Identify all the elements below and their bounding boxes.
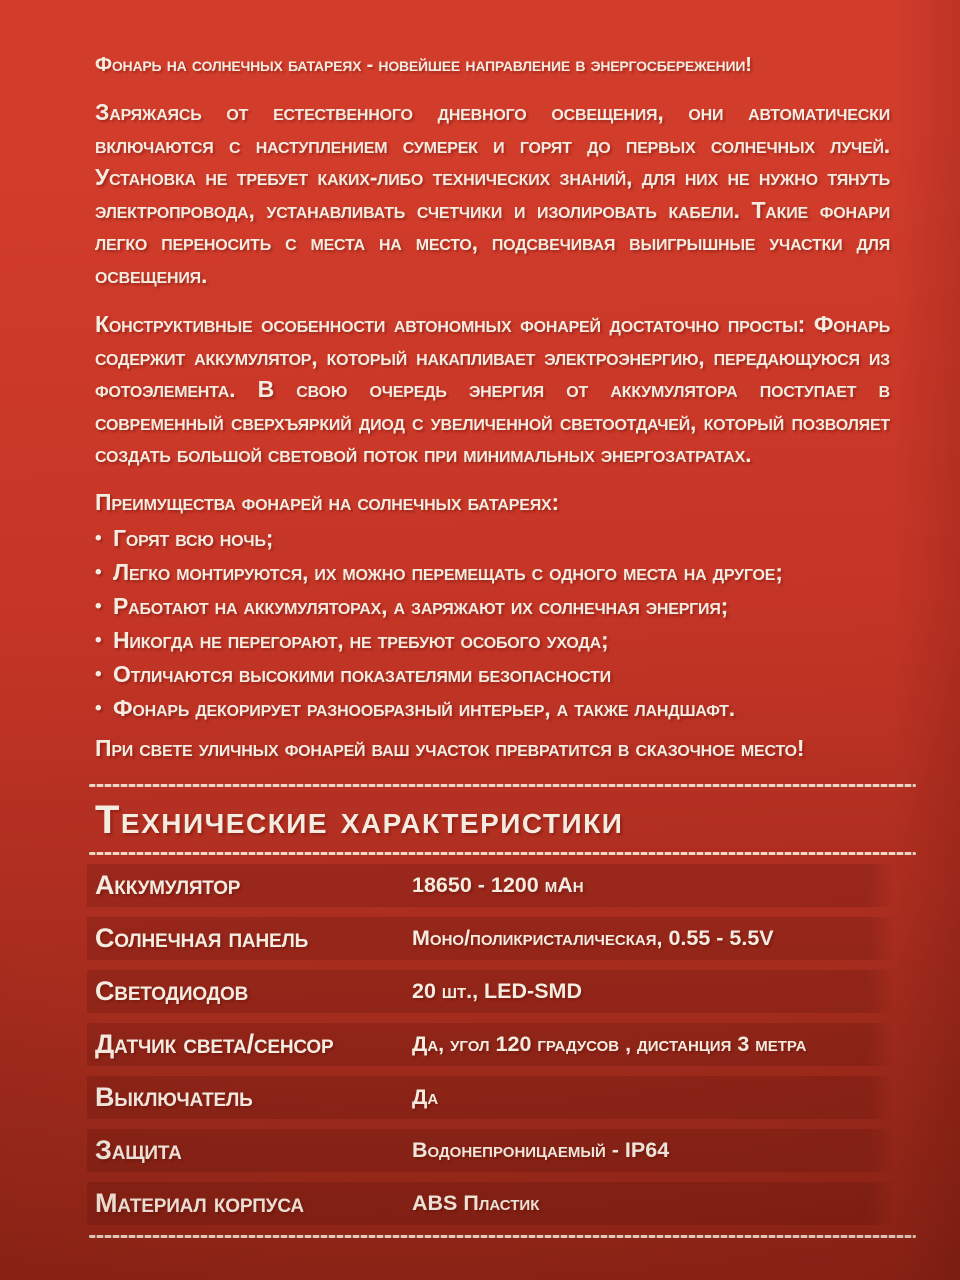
advantages-list [95, 521, 890, 725]
divider-mid [89, 852, 916, 855]
divider-bottom [89, 1235, 916, 1238]
spec-row-leds [87, 970, 892, 1013]
spec-row-body-material [87, 1182, 892, 1225]
spec-value: ABS Пластик [412, 1190, 540, 1215]
spec-row-switch [87, 1076, 892, 1119]
advantage-item-safety: • Отличаются высокими показателями безопасности [95, 657, 890, 691]
advantage-item-burn-all-night: • Горят всю ночь; [95, 521, 890, 555]
spec-label: Светодиодов [95, 975, 249, 1006]
spec-row-protection [87, 1129, 892, 1172]
spec-label: Датчик света/сенсор [95, 1028, 334, 1059]
intro-paragraph-1: Заряжаясь от естественного дневного освещения, они автоматически включаются с наступлением сумерек и горят до первых солнечных лучей. Установка не требует каких-либо технических знаний, для них не нужно тянуть электропровода, устанавливать счетчики и изолировать кабели. Такие фонари легко переносить с места на место, подсвечивая выигрышные участки для освещения. [95, 99, 890, 288]
spec-label: Аккумулятор [95, 869, 241, 900]
spec-value: 18650 - 1200 mAh [412, 872, 584, 897]
spec-value: Да, угол 120 градусов , дистанция 3 метра [412, 1031, 807, 1056]
design-paragraph: Конструктивные особенности автономных фонарей достаточно просты: Фонарь содержит аккумулятор, который накапливает электроэнергию, передающуюся из фотоэлемента. В свою очередь энергия от аккумулятора поступает в современный сверхъяркий диод с увеличенной светоотдачей, который позволяет создать большой световой поток при минимальных энергозатратах. [95, 311, 890, 467]
spec-value: 20 шт., LED-SMD [412, 978, 582, 1003]
specs-table [87, 864, 892, 1225]
page-title: Фонарь на солнечных батареях - новейшее направление в энергосбережении! [95, 54, 752, 76]
spec-label: Выключатель [95, 1081, 253, 1112]
spec-value: Да [412, 1084, 439, 1109]
advantages-heading: Преимущества фонарей на солнечных батареях: [95, 488, 559, 515]
spec-value: Водонепроницаемый - IP64 [412, 1137, 670, 1162]
spec-row-solar-panel [87, 917, 892, 960]
divider-top [89, 784, 916, 787]
spec-value: Моно/поликристалическая, 0.55 - 5.5V [412, 925, 774, 950]
spec-label: Солнечная панель [95, 922, 309, 953]
spec-label: Защита [95, 1134, 182, 1165]
closing-line: При свете уличных фонарей ваш участок превратится в сказочное место! [95, 734, 805, 761]
advantage-item-never-burn-out: • Никогда не перегорают, не требуют особого ухода; [95, 623, 890, 657]
advantage-item-battery-solar: • Работают на аккумуляторах, а заряжают их солнечная энергия; [95, 589, 890, 623]
advantage-item-decor: • Фонарь декорирует разнообразный интерьер, а также ландшафт. [95, 691, 890, 725]
spec-label: Материал корпуса [95, 1187, 304, 1218]
specs-heading: Технические характеристики [95, 797, 624, 842]
advantage-item-easy-mount: • Легко монтируются, их можно перемещать с одного места на другое; [95, 555, 890, 589]
spec-row-light-sensor [87, 1023, 892, 1066]
spec-row-battery [87, 864, 892, 907]
